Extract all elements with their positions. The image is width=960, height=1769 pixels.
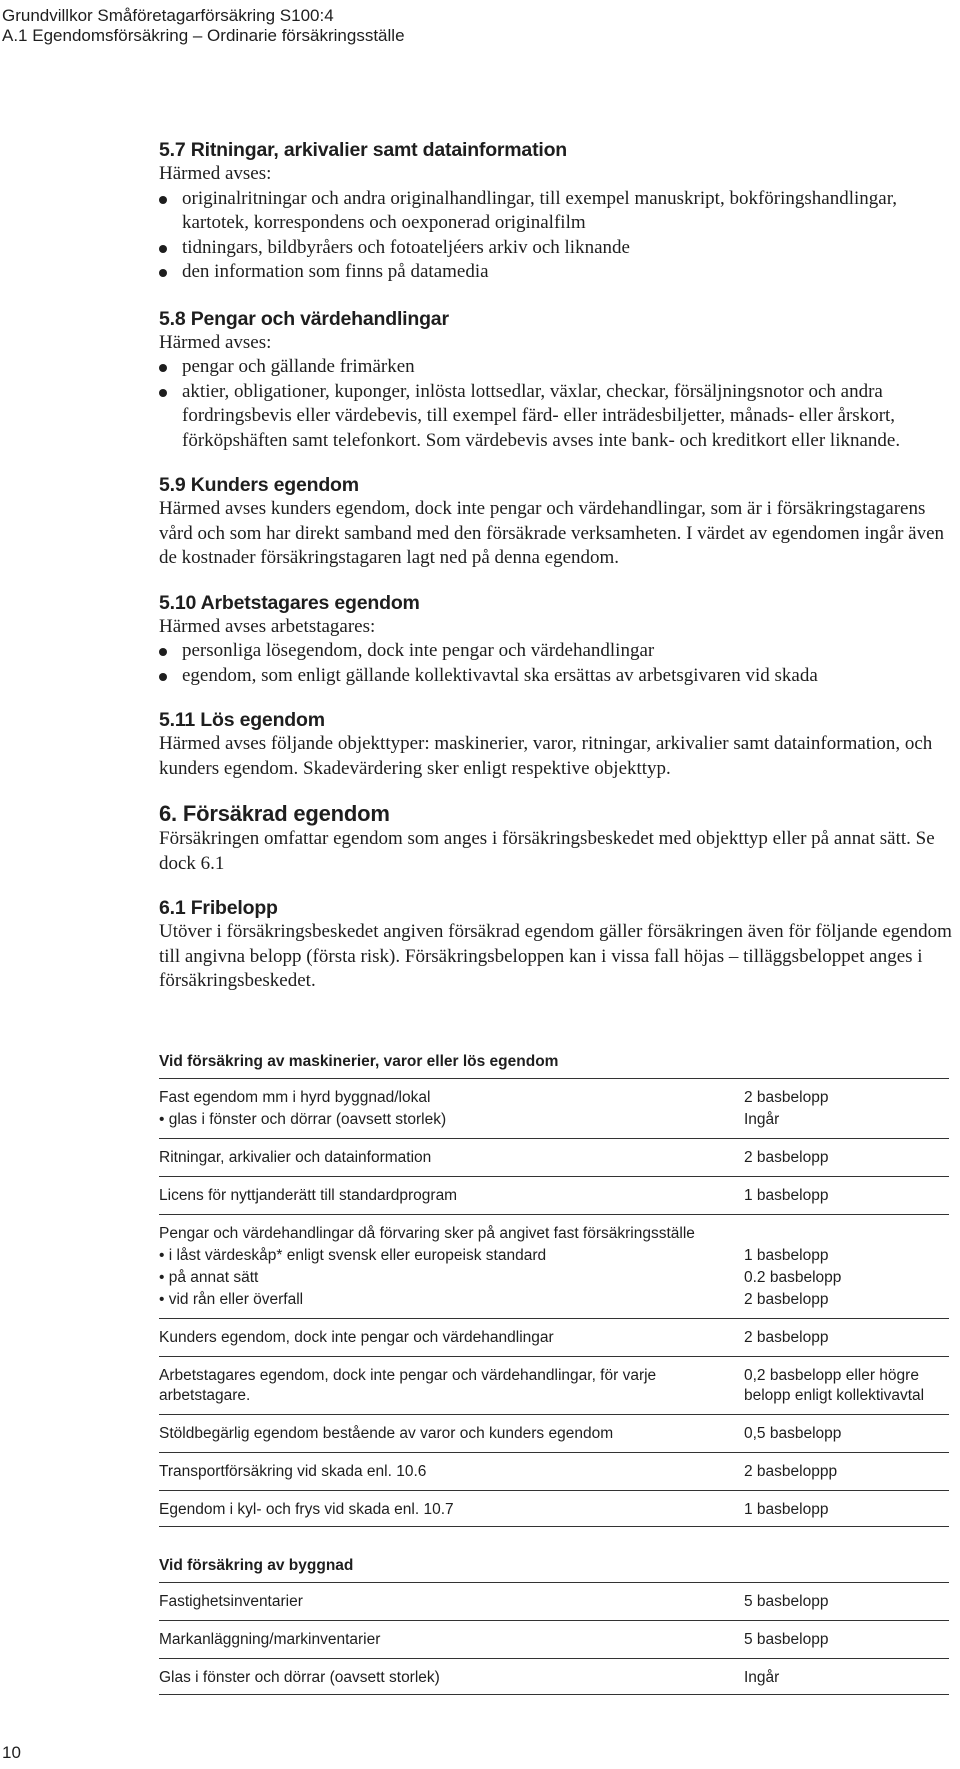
section-title: 5.11 Lös egendom	[159, 709, 325, 731]
table-row	[159, 1246, 949, 1268]
table-row	[159, 1079, 949, 1111]
table-row	[159, 1491, 949, 1527]
section-title: 6.1 Fribelopp	[159, 897, 278, 919]
row-amount: 2 basbelopp	[744, 1089, 829, 1106]
row-amount: 0,5 basbelopp	[744, 1415, 949, 1453]
list-item: tidningars, bildbyråers och fotoateljéers arkiv och liknande	[159, 236, 959, 261]
table-row	[159, 1621, 949, 1659]
table-row	[159, 1659, 949, 1695]
table-row	[159, 1268, 949, 1290]
row-label: Egendom i kyl- och frys vid skada enl. 10.7	[159, 1491, 744, 1527]
row-amount: 2 basbelopp	[744, 1291, 829, 1308]
section-5-8	[159, 307, 959, 454]
row-amount	[744, 1215, 949, 1247]
bullet-icon	[159, 673, 167, 681]
section-intro: Härmed avses arbetstagares:	[159, 615, 376, 637]
page-number: 10	[2, 1743, 21, 1762]
bullet-icon	[159, 648, 167, 656]
list-item: originalritningar och andra originalhandlingar, till exempel manuskript, bokföringshandlingar, kartotek, korrespondens och oexponerad originalfilm	[159, 187, 959, 236]
table-row	[159, 1290, 949, 1319]
section-text: Härmed avses kunders egendom, dock inte pengar och värdehandlingar, som är i försäkringstagarens vård och som har direkt samband med den försäkrade verksamheten. I värdet av egendomen ingår även de kostnader försäkringstagaren lagt ned på denna egendom.	[159, 498, 945, 568]
table-row	[159, 1583, 949, 1621]
section-title: 5.10 Arbetstagares egendom	[159, 591, 420, 614]
row-label: Pengar och värdehandlingar då förvaring sker på angivet fast försäkringsställe	[159, 1215, 744, 1247]
section-title: 6. Försäkrad egendom	[159, 801, 390, 826]
table-row	[159, 1415, 949, 1453]
section-text: Härmed avses följande objekttyper: maskinerier, varor, ritningar, arkivalier samt datainformation, och kunders egendom. Skadevärdering sker enligt respektive objekttyp.	[159, 733, 933, 779]
row-label: • glas i fönster och dörrar (oavsett storlek)	[159, 1111, 447, 1128]
header-title: Grundvillkor Småföretagarförsäkring S100:4	[2, 6, 334, 25]
row-amount: Ingår	[744, 1659, 949, 1695]
row-label: Ritningar, arkivalier och datainformation	[159, 1139, 744, 1177]
table-row	[159, 1453, 949, 1491]
row-amount: 0.2 basbelopp	[744, 1269, 842, 1286]
bullet-icon	[159, 364, 167, 372]
row-label: Markanläggning/markinventarier	[159, 1621, 744, 1659]
allowance-table-machinery	[159, 1052, 949, 1527]
main-content	[159, 138, 959, 994]
row-amount: 1 basbelopp	[744, 1247, 829, 1264]
section-title: 5.7 Ritningar, arkivalier samt datainformation	[159, 139, 568, 161]
bullet-icon	[159, 389, 167, 397]
list-item: aktier, obligationer, kuponger, inlösta lottsedlar, växlar, checkar, försäljningsnotor och andra fordringsbevis eller värdebevis, till exempel färd- eller inträdesbiljetter, månads- eller årskort, förköpshäften samt telefonkort. Som värdebevis avses inte bank- och kreditkort eller liknande.	[159, 380, 959, 454]
table-heading: Vid försäkring av byggnad	[159, 1556, 949, 1583]
table-row	[159, 1357, 949, 1415]
row-label: • i låst värdeskåp* enligt svensk eller europeisk standard	[159, 1247, 547, 1264]
section-6	[159, 801, 959, 876]
table-row	[159, 1215, 949, 1247]
row-label: Fastighetsinventarier	[159, 1593, 303, 1610]
section-5-11	[159, 708, 959, 781]
row-amount: 5 basbelopp	[744, 1593, 829, 1610]
table-row	[159, 1177, 949, 1215]
row-label: • på annat sätt	[159, 1269, 259, 1286]
bullet-list	[159, 639, 959, 688]
row-label: Fast egendom mm i hyrd byggnad/lokal	[159, 1089, 431, 1106]
table-row	[159, 1319, 949, 1357]
row-label: • vid rån eller överfall	[159, 1291, 304, 1308]
document-header	[2, 6, 405, 46]
allowance-table-building	[159, 1556, 949, 1695]
section-5-9	[159, 473, 959, 571]
section-title: 5.8 Pengar och värdehandlingar	[159, 307, 449, 330]
row-label: Arbetstagares egendom, dock inte pengar och värdehandlingar, för varje arbetstagare.	[159, 1357, 744, 1415]
row-amount: 1 basbelopp	[744, 1491, 949, 1527]
row-amount: 1 basbelopp	[744, 1177, 949, 1215]
row-label: Stöldbegärlig egendom bestående av varor och kunders egendom	[159, 1415, 744, 1453]
bullet-icon	[159, 245, 167, 253]
section-5-10	[159, 591, 959, 689]
row-label: Kunders egendom, dock inte pengar och värdehandlingar	[159, 1319, 744, 1357]
table-row	[159, 1139, 949, 1177]
bullet-icon	[159, 196, 167, 204]
list-item: egendom, som enligt gällande kollektivavtal ska ersättas av arbetsgivaren vid skada	[159, 664, 959, 689]
row-amount: 2 basbeloppp	[744, 1453, 949, 1491]
bullet-list	[159, 355, 959, 453]
section-6-1	[159, 896, 959, 994]
row-label: Glas i fönster och dörrar (oavsett storlek)	[159, 1659, 744, 1695]
bullet-icon	[159, 269, 167, 277]
row-amount: Ingår	[744, 1111, 780, 1128]
bullet-list	[159, 187, 959, 285]
header-subtitle: A.1 Egendomsförsäkring – Ordinarie försäkringsställe	[2, 26, 405, 45]
section-intro: Härmed avses:	[159, 163, 272, 184]
row-amount: 0,2 basbelopp eller högre belopp enligt kollektivavtal	[744, 1357, 949, 1415]
table-heading: Vid försäkring av maskinerier, varor eller lös egendom	[159, 1052, 949, 1079]
row-amount: 2 basbelopp	[744, 1139, 949, 1177]
list-item: personliga lösegendom, dock inte pengar och värdehandlingar	[159, 639, 959, 664]
section-text: Utöver i försäkringsbeskedet angiven försäkrad egendom gäller försäkringen även för följande egendom till angivna belopp (första risk). Försäkringsbeloppen kan i vissa fall höjas – tilläggsbeloppet anges i försäkringsbeskedet.	[159, 921, 952, 991]
section-text: Försäkringen omfattar egendom som anges i försäkringsbeskedet med objekttyp eller på annat sätt. Se dock 6.1	[159, 828, 935, 874]
section-5-7	[159, 138, 959, 285]
table-row	[159, 1110, 949, 1139]
row-amount: 5 basbelopp	[744, 1621, 949, 1659]
row-amount: 2 basbelopp	[744, 1319, 949, 1357]
list-item: den information som finns på datamedia	[159, 260, 959, 285]
section-title: 5.9 Kunders egendom	[159, 474, 359, 496]
row-label: Licens för nyttjanderätt till standardprogram	[159, 1177, 744, 1215]
section-intro: Härmed avses:	[159, 331, 272, 353]
list-item: pengar och gällande frimärken	[159, 355, 959, 380]
row-label: Transportförsäkring vid skada enl. 10.6	[159, 1453, 744, 1491]
